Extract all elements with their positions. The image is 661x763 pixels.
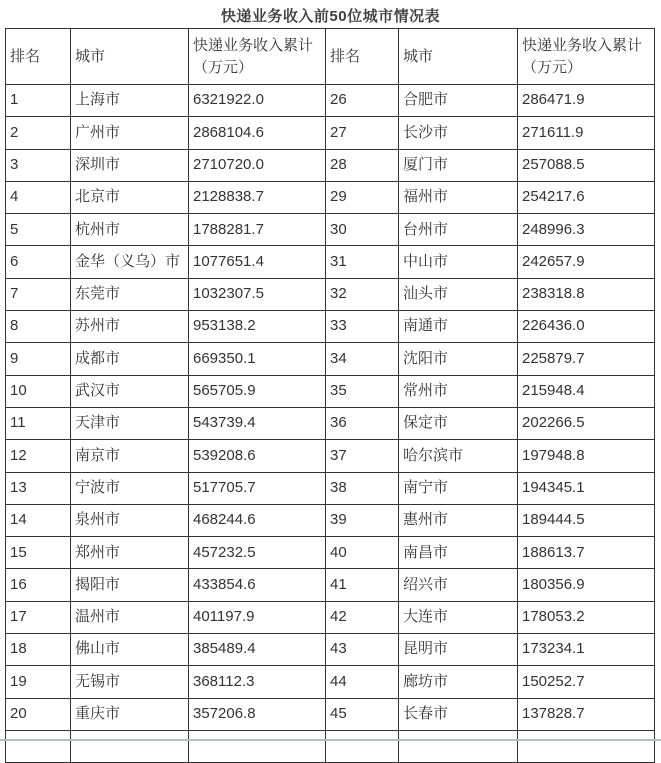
rank-cell: 7	[6, 278, 71, 310]
revenue-cell: 271611.9	[518, 117, 655, 149]
city-cell: 长春市	[399, 698, 518, 730]
revenue-cell: 257088.5	[518, 149, 655, 181]
rank-cell: 37	[326, 440, 399, 472]
revenue-cell: 238318.8	[518, 278, 655, 310]
table-row	[6, 407, 655, 439]
page-title: 快递业务收入前50位城市情况表	[220, 8, 441, 25]
revenue-cell: 194345.1	[518, 472, 655, 504]
city-cell: 佛山市	[71, 634, 189, 666]
revenue-cell: 202266.5	[518, 407, 655, 439]
table-row	[6, 117, 655, 149]
rank-cell: 32	[326, 278, 399, 310]
revenue-cell: 1032307.5	[189, 278, 326, 310]
city-cell: 无锡市	[71, 666, 189, 698]
revenue-cell: 953138.2	[189, 311, 326, 343]
city-cell: 保定市	[399, 407, 518, 439]
city-cell: 北京市	[71, 181, 189, 213]
revenue-cell: 188613.7	[518, 537, 655, 569]
header-city-left: 城市	[71, 29, 189, 85]
rank-cell: 16	[6, 569, 71, 601]
revenue-cell: 385489.4	[189, 634, 326, 666]
table-header	[6, 29, 655, 85]
city-cell: 武汉市	[71, 375, 189, 407]
revenue-cell: 254217.6	[518, 181, 655, 213]
city-revenue-table	[5, 28, 655, 763]
city-cell: 郑州市	[71, 537, 189, 569]
rank-cell: 42	[326, 601, 399, 633]
rank-cell: 8	[6, 311, 71, 343]
city-cell: 长沙市	[399, 117, 518, 149]
revenue-cell: 368112.3	[189, 666, 326, 698]
rank-cell: 39	[326, 504, 399, 536]
revenue-cell: 2128838.7	[189, 181, 326, 213]
rank-cell: 36	[326, 407, 399, 439]
table-row	[6, 311, 655, 343]
city-cell: 南昌市	[399, 537, 518, 569]
city-cell: 惠州市	[399, 504, 518, 536]
city-cell: 宁波市	[71, 472, 189, 504]
city-cell: 揭阳市	[71, 569, 189, 601]
revenue-cell: 517705.7	[189, 472, 326, 504]
revenue-cell: 401197.9	[189, 601, 326, 633]
rank-cell: 35	[326, 375, 399, 407]
rank-cell: 40	[326, 537, 399, 569]
city-cell: 大连市	[399, 601, 518, 633]
header-revenue-right: 快递业务收入累计（万元）	[518, 29, 655, 85]
rank-cell: 18	[6, 634, 71, 666]
rank-cell: 4	[6, 181, 71, 213]
rank-cell: 33	[326, 311, 399, 343]
rank-cell: 20	[6, 698, 71, 730]
rank-cell: 29	[326, 181, 399, 213]
table-row	[6, 343, 655, 375]
rank-cell: 12	[6, 440, 71, 472]
city-cell: 苏州市	[71, 311, 189, 343]
rank-cell	[326, 730, 399, 762]
city-cell: 厦门市	[399, 149, 518, 181]
revenue-cell: 539208.6	[189, 440, 326, 472]
table-row	[6, 666, 655, 698]
rank-cell: 13	[6, 472, 71, 504]
header-rank-left: 排名	[6, 29, 71, 85]
rank-cell: 45	[326, 698, 399, 730]
city-cell	[399, 730, 518, 762]
revenue-cell: 178053.2	[518, 601, 655, 633]
rank-cell: 15	[6, 537, 71, 569]
city-cell: 杭州市	[71, 214, 189, 246]
city-cell: 上海市	[71, 85, 189, 117]
table-row-partial	[6, 730, 655, 762]
revenue-cell	[189, 730, 326, 762]
table-body	[6, 85, 655, 763]
rank-cell: 28	[326, 149, 399, 181]
revenue-cell: 150252.7	[518, 666, 655, 698]
revenue-cell: 1788281.7	[189, 214, 326, 246]
city-cell: 重庆市	[71, 698, 189, 730]
city-cell: 成都市	[71, 343, 189, 375]
revenue-cell: 433854.6	[189, 569, 326, 601]
rank-cell: 3	[6, 149, 71, 181]
table-row	[6, 85, 655, 117]
revenue-cell: 468244.6	[189, 504, 326, 536]
city-cell: 泉州市	[71, 504, 189, 536]
rank-cell	[6, 730, 71, 762]
city-cell: 福州市	[399, 181, 518, 213]
table-row	[6, 149, 655, 181]
city-cell: 南京市	[71, 440, 189, 472]
rank-cell: 1	[6, 85, 71, 117]
revenue-cell: 173234.1	[518, 634, 655, 666]
revenue-cell: 242657.9	[518, 246, 655, 278]
city-cell: 台州市	[399, 214, 518, 246]
table-row	[6, 375, 655, 407]
revenue-cell: 248996.3	[518, 214, 655, 246]
revenue-cell: 543739.4	[189, 407, 326, 439]
rank-cell: 27	[326, 117, 399, 149]
city-cell: 昆明市	[399, 634, 518, 666]
table-row	[6, 440, 655, 472]
table-row	[6, 634, 655, 666]
city-cell: 南宁市	[399, 472, 518, 504]
rank-cell: 43	[326, 634, 399, 666]
header-row	[6, 29, 655, 85]
rank-cell: 26	[326, 85, 399, 117]
revenue-cell: 6321922.0	[189, 85, 326, 117]
city-cell: 温州市	[71, 601, 189, 633]
rank-cell: 44	[326, 666, 399, 698]
city-cell: 沈阳市	[399, 343, 518, 375]
header-revenue-left: 快递业务收入累计（万元）	[189, 29, 326, 85]
table-row	[6, 504, 655, 536]
revenue-cell	[518, 730, 655, 762]
rank-cell: 19	[6, 666, 71, 698]
revenue-cell: 197948.8	[518, 440, 655, 472]
city-cell: 合肥市	[399, 85, 518, 117]
city-cell: 中山市	[399, 246, 518, 278]
city-cell: 哈尔滨市	[399, 440, 518, 472]
rank-cell: 6	[6, 246, 71, 278]
revenue-cell: 669350.1	[189, 343, 326, 375]
rank-cell: 38	[326, 472, 399, 504]
rank-cell: 5	[6, 214, 71, 246]
city-cell: 深圳市	[71, 149, 189, 181]
city-cell: 天津市	[71, 407, 189, 439]
table-row	[6, 214, 655, 246]
revenue-cell: 225879.7	[518, 343, 655, 375]
rank-cell: 10	[6, 375, 71, 407]
table-row	[6, 472, 655, 504]
revenue-cell: 226436.0	[518, 311, 655, 343]
table-row	[6, 246, 655, 278]
city-cell: 东莞市	[71, 278, 189, 310]
table-row	[6, 569, 655, 601]
revenue-cell: 189444.5	[518, 504, 655, 536]
header-rank-right: 排名	[326, 29, 399, 85]
city-cell	[71, 730, 189, 762]
city-cell: 南通市	[399, 311, 518, 343]
header-city-right: 城市	[399, 29, 518, 85]
rank-cell: 9	[6, 343, 71, 375]
revenue-cell: 565705.9	[189, 375, 326, 407]
table-row	[6, 278, 655, 310]
revenue-cell: 215948.4	[518, 375, 655, 407]
revenue-cell: 137828.7	[518, 698, 655, 730]
revenue-cell: 1077651.4	[189, 246, 326, 278]
rank-cell: 14	[6, 504, 71, 536]
city-cell: 常州市	[399, 375, 518, 407]
revenue-cell: 2710720.0	[189, 149, 326, 181]
city-cell: 汕头市	[399, 278, 518, 310]
city-cell: 廊坊市	[399, 666, 518, 698]
rank-cell: 31	[326, 246, 399, 278]
revenue-cell: 180356.9	[518, 569, 655, 601]
table-row	[6, 537, 655, 569]
rank-cell: 41	[326, 569, 399, 601]
revenue-cell: 2868104.6	[189, 117, 326, 149]
revenue-cell: 457232.5	[189, 537, 326, 569]
rank-cell: 2	[6, 117, 71, 149]
revenue-cell: 357206.8	[189, 698, 326, 730]
table-row	[6, 181, 655, 213]
table-row	[6, 698, 655, 730]
city-cell: 广州市	[71, 117, 189, 149]
city-cell: 绍兴市	[399, 569, 518, 601]
rank-cell: 30	[326, 214, 399, 246]
rank-cell: 11	[6, 407, 71, 439]
city-cell: 金华（义乌）市	[71, 246, 189, 278]
rank-cell: 17	[6, 601, 71, 633]
table-row	[6, 601, 655, 633]
rank-cell: 34	[326, 343, 399, 375]
revenue-cell: 286471.9	[518, 85, 655, 117]
